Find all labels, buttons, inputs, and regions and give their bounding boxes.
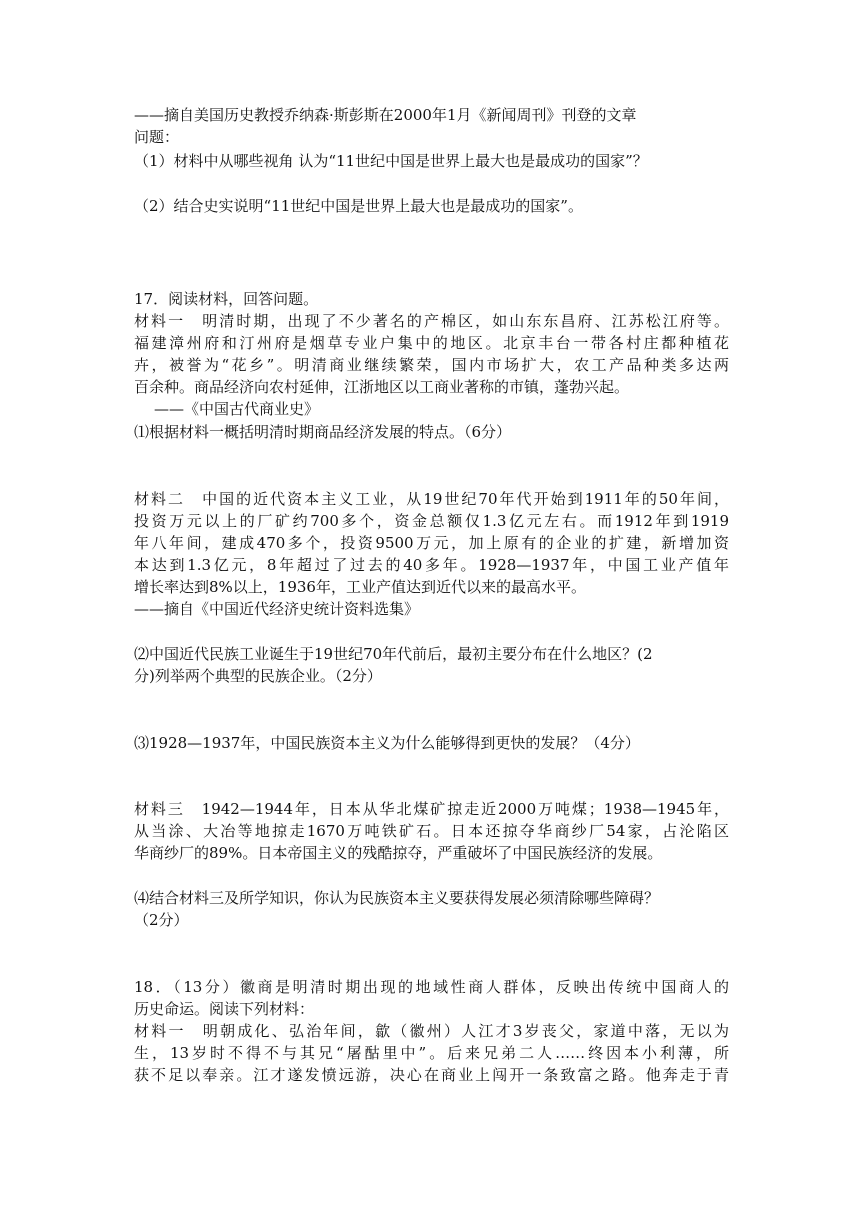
q18-line: 材料一 明朝成化、弘治年间，歙（徽州）人江才3岁丧父，家道中落，无以为 bbox=[134, 1022, 729, 1040]
source-line: ——摘自美国历史教授乔纳森·斯彭斯在2000年1月《新闻周刊》刊登的文章 bbox=[134, 106, 637, 124]
q17-material2-line: 投资万元以上的厂矿约700多个，资金总额仅1.3亿元左右。而1912年到1919 bbox=[134, 512, 729, 530]
q17-question1: ⑴根据材料一概括明清时期商品经济发展的特点。（6分） bbox=[134, 423, 512, 441]
q17-heading: 17．阅读材料，回答问题。 bbox=[134, 290, 319, 308]
q17-question3: ⑶1928—1937年，中国民族资本主义为什么能够得到更快的发展？（4分） bbox=[134, 734, 640, 752]
q17-material1-line: 百余种。商品经济向农村延伸，江浙地区以工商业著称的市镇，蓬勃兴起。 bbox=[134, 378, 630, 396]
q17-material2-line: 本达到1.3亿元，8年超过了过去的40多年。1928—1937年，中国工业产值年 bbox=[134, 556, 729, 574]
q18-line: 生，13岁时不得不与其兄“屠酤里中”。后来兄弟二人……终因本小利薄，所 bbox=[134, 1044, 729, 1062]
q17-material2-line: 年八年间，建成470多个，投资9500万元，加上原有的企业的扩建，新增加资 bbox=[134, 534, 729, 552]
q16-sub2: （2）结合史实说明“11世纪中国是世界上最大也是最成功的国家”。 bbox=[134, 197, 583, 215]
q17-question4-line: （2分） bbox=[134, 911, 189, 929]
q16-label: 问题： bbox=[134, 128, 180, 146]
q17-material2-line: 增长率达到8%以上，1936年，工业产值达到近代以来的最高水平。 bbox=[134, 578, 586, 596]
q17-material1-line: 福建漳州府和汀州府是烟草专业户集中的地区。北京丰台一带各村庄都种植花 bbox=[134, 334, 729, 352]
q17-material3-line: 材料三 1942—1944年，日本从华北煤矿掠走近2000万吨煤；1938—1945年， bbox=[134, 800, 729, 818]
q17-material3-line: 从当涂、大冶等地掠走1670万吨铁矿石。日本还掠夺华商纱厂54家，占沦陷区 bbox=[134, 822, 729, 840]
q17-material3-line: 华商纱厂的89%。日本帝国主义的残酷掠夺，严重破坏了中国民族经济的发展。 bbox=[134, 844, 663, 862]
q18-line: 获不足以奉亲。江才遂发愤远游，决心在商业上闯开一条致富之路。他奔走于青 bbox=[134, 1066, 729, 1084]
q16-sub1: （1）材料中从哪些视角 认为“11世纪中国是世界上最大也是最成功的国家”？ bbox=[134, 152, 648, 170]
q17-material1-line: 卉，被誉为“花乡”。明清商业继续繁荣，国内市场扩大，农工产品种类多达两 bbox=[134, 356, 729, 374]
q17-material2-source: ——摘自《中国近代经济史统计资料选集》 bbox=[134, 600, 420, 618]
q17-question2-line: 分)列举两个典型的民族企业。（2分） bbox=[134, 667, 382, 685]
q17-question4-line: ⑷结合材料三及所学知识，你认为民族资本主义要获得发展必须清除哪些障碍？ bbox=[134, 889, 660, 907]
q17-material1-line: 材料一 明清时期，出现了不少著名的产棉区，如山东东昌府、江苏松江府等。 bbox=[134, 312, 729, 330]
q18-line: 历史命运。阅读下列材料： bbox=[134, 1000, 315, 1018]
q17-material2-line: 材料二 中国的近代资本主义工业，从19世纪70年代开始到1911年的50年间， bbox=[134, 490, 729, 508]
q18-line: 18．（13分）徽商是明清时期出现的地域性商人群体，反映出传统中国商人的 bbox=[134, 978, 729, 996]
q17-material1-source: ——《中国古代商业史》 bbox=[154, 400, 320, 418]
q17-question2-line: ⑵中国近代民族工业诞生于19世纪70年代前后，最初主要分布在什么地区？(2 bbox=[134, 645, 653, 663]
